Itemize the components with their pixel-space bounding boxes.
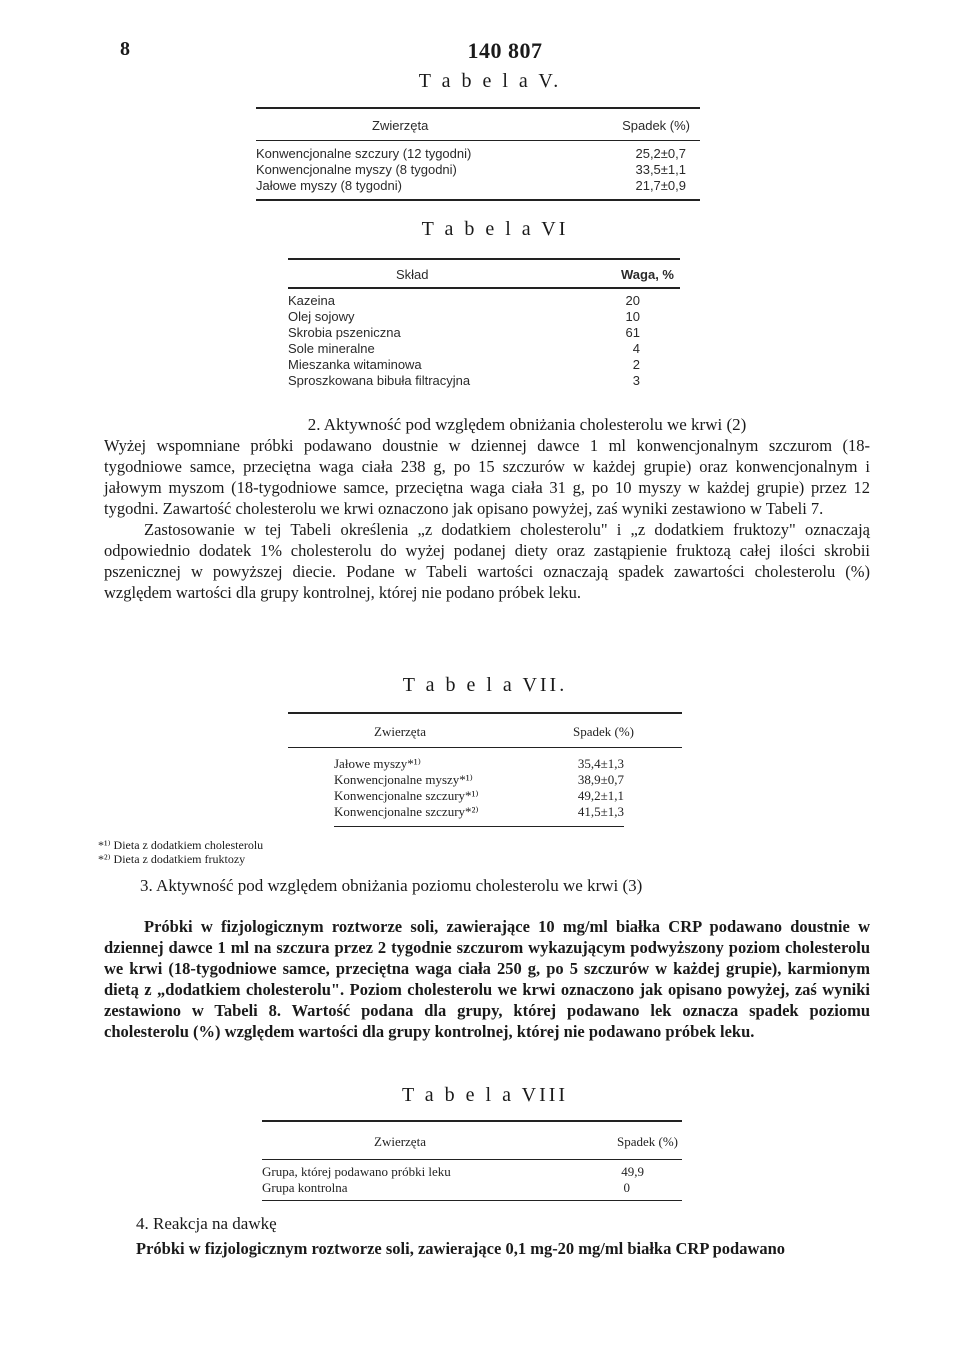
- table6-row-label: Olej sojowy: [288, 309, 355, 324]
- document-number: 140 807: [467, 38, 543, 63]
- table6-row-label: Kazeina: [288, 293, 335, 308]
- table-row: [288, 373, 680, 389]
- table6-header-row: [288, 267, 680, 283]
- table-row: [262, 1164, 682, 1180]
- table6-header-rule: [288, 287, 680, 289]
- table7-header-rule: [288, 747, 682, 748]
- table-row: [256, 146, 700, 162]
- table6-row-label: Mieszanka witaminowa: [288, 357, 422, 372]
- table6-row-value: 3: [632, 373, 640, 388]
- table8-row-label: Grupa, której podawano próbki leku: [262, 1164, 451, 1179]
- table8: [262, 1120, 682, 1201]
- footnote-mark: *²⁾: [98, 852, 111, 866]
- footnote: [98, 838, 263, 852]
- table8-body: [262, 1164, 682, 1196]
- table6-row-value: 10: [625, 309, 640, 324]
- table5-row-label: Konwencjonalne szczury (12 tygodni): [256, 146, 472, 161]
- section4-heading: 4. Reakcja na dawkę: [136, 1214, 277, 1233]
- table6-row-label: Skrobia pszeniczna: [288, 325, 401, 340]
- table7-footnotes: [98, 838, 263, 866]
- table7-title: T a b e l a VII.: [402, 674, 568, 696]
- table7-bottom-rule: [334, 826, 624, 827]
- footnote-text: Dieta z dodatkiem cholesterolu: [113, 838, 264, 852]
- section3: [104, 916, 870, 1042]
- section3-heading: 3. Aktywność pod względem obniżania poziomu cholesterolu we krwi (3): [140, 876, 643, 895]
- table7-row-value: 38,9±0,7: [577, 772, 624, 787]
- page-number: 8: [120, 38, 130, 60]
- table6-col-comp: Skład: [396, 267, 429, 282]
- table6-col-weight: Waga, %: [621, 267, 674, 282]
- table5-title: T a b e l a V.: [418, 70, 562, 92]
- table6-title: T a b e l a VI: [421, 218, 569, 240]
- table5-body: [256, 146, 700, 194]
- table6-row-label: Sproszkowana bibuła filtracyjna: [288, 373, 471, 388]
- table6: [288, 258, 680, 389]
- table5-row-value: 21,7±0,9: [635, 178, 686, 193]
- table7-row-value: 49,2±1,1: [577, 788, 624, 803]
- table-row: [288, 325, 680, 341]
- section2-paragraph-2: Zastosowanie w tej Tabeli określenia „z dodatkiem cholesterolu" i „z dodatkiem fruktozy" oznaczają odpowiednio dodatek 1% cholesterolu do wyżej podanej diety oraz zastąpienie fruktozą całej ilości skrobii pszenicznej w powyższej diecie. Podane w Tabeli wartości oznaczają spadek zawartości cholesterolu (%) względem wartości dla grupy kontrolnej, której nie podano próbek leku.: [104, 520, 870, 602]
- table5-top-rule: [256, 107, 700, 109]
- table5-row-label: Jałowe myszy (8 tygodni): [256, 178, 402, 193]
- table8-row-value: 49,9: [621, 1164, 644, 1179]
- table-row: [256, 178, 700, 194]
- table7-row-label: Konwencjonalne szczury*²⁾: [334, 804, 479, 819]
- section2-heading: 2. Aktywność pod względem obniżania cholesterolu we krwi (2): [307, 415, 747, 434]
- table-row: [256, 162, 700, 178]
- table7-header-row: [288, 724, 682, 740]
- table-row: [262, 1180, 682, 1196]
- table7-row-value: 41,5±1,3: [577, 804, 624, 819]
- table5-row-label: Konwencjonalne myszy (8 tygodni): [256, 162, 457, 177]
- table7-row-label: Konwencjonalne myszy*¹⁾: [334, 772, 473, 787]
- table-row: [334, 772, 682, 788]
- table5-row-value: 25,2±0,7: [635, 146, 686, 161]
- table-row: [334, 804, 682, 820]
- table8-top-rule: [262, 1120, 682, 1122]
- footnote: [98, 852, 263, 866]
- table7-row-label: Konwencjonalne szczury*¹⁾: [334, 788, 479, 803]
- table5: [256, 107, 700, 201]
- table8-header-rule: [262, 1159, 682, 1160]
- footnote-text: Dieta z dodatkiem fruktozy: [113, 852, 246, 866]
- table7-body: [288, 756, 682, 820]
- table5-header-rule: [256, 140, 700, 141]
- table-row: [288, 341, 680, 357]
- table8-col-drop: Spadek (%): [616, 1134, 678, 1149]
- table5-col-drop: Spadek (%): [622, 118, 690, 133]
- table7-row-label: Jałowe myszy*¹⁾: [334, 756, 421, 771]
- table7-col-drop: Spadek (%): [572, 724, 634, 739]
- table-row: [288, 293, 680, 309]
- table6-body: [288, 293, 680, 389]
- table8-col-animals: Zwierzęta: [374, 1134, 426, 1149]
- table7-top-rule: [288, 712, 682, 714]
- table8-row-value: 0: [623, 1180, 630, 1195]
- section2: [104, 414, 870, 603]
- table8-row-label: Grupa kontrolna: [262, 1180, 348, 1195]
- table8-header-row: [262, 1134, 682, 1150]
- table5-bottom-rule: [256, 199, 700, 201]
- table5-col-animals: Zwierzęta: [372, 118, 429, 133]
- table-row: [288, 309, 680, 325]
- table8-bottom-rule: [262, 1200, 682, 1201]
- table5-header-row: [256, 118, 700, 134]
- table6-row-label: Sole mineralne: [288, 341, 375, 356]
- section4: [136, 1238, 876, 1259]
- table6-row-value: 61: [625, 325, 640, 340]
- footnote-mark: *¹⁾: [98, 838, 111, 852]
- table5-row-value: 33,5±1,1: [635, 162, 686, 177]
- table6-top-rule: [288, 258, 680, 260]
- table8-title: T a b e l a VIII: [401, 1084, 569, 1106]
- table6-row-value: 2: [632, 357, 640, 372]
- table6-row-value: 4: [632, 341, 640, 356]
- table7-col-animals: Zwierzęta: [374, 724, 426, 739]
- table-row: [288, 357, 680, 373]
- table7: [288, 712, 682, 827]
- section4-paragraph-1: Próbki w fizjologicznym roztworze soli, zawierające 0,1 mg-20 mg/ml białka CRP podawano: [136, 1239, 786, 1258]
- table-row: [334, 788, 682, 804]
- table6-row-value: 20: [625, 293, 640, 308]
- table7-row-value: 35,4±1,3: [577, 756, 624, 771]
- table-row: [334, 756, 682, 772]
- section2-paragraph-1: Wyżej wspomniane próbki podawano doustnie w dziennej dawce 1 ml konwencjonalnym szczurom (18-tygodniowe samce, przeciętna waga ciała 238 g, po 15 szczurów w każdej grupie) oraz konwencjonalnym i jałowym myszom (18-tygodniowe samce, przeciętna waga ciała 31 g, po 10 myszy w każdej grupie) przez 12 tygodni. Zawartość cholesterolu we krwi oznaczono jak opisano powyżej, zaś wyniki zestawiono w Tabeli 7.: [104, 436, 870, 518]
- section3-paragraph-1: Próbki w fizjologicznym roztworze soli, zawierające 10 mg/ml białka CRP podawano doustnie w dziennej dawce 1 ml na szczura przez 2 tygodnie szczurom wykazującym podwyższony poziom cholesterolu we krwi (18-tygodniowe samce, przeciętna waga ciała 250 g, po 5 szczurów w każdej grupie), karmionym dietą z „dodatkiem cholesterolu". Poziom cholesterolu we krwi oznaczono jak opisano powyżej, zaś wyniki zestawiono w Tabeli 8. Wartość podana dla grupy, której podawano lek oznacza spadek poziomu cholesterolu (%) względem wartości dla grupy kontrolnej, której nie podawano próbek leku.: [104, 917, 870, 1041]
